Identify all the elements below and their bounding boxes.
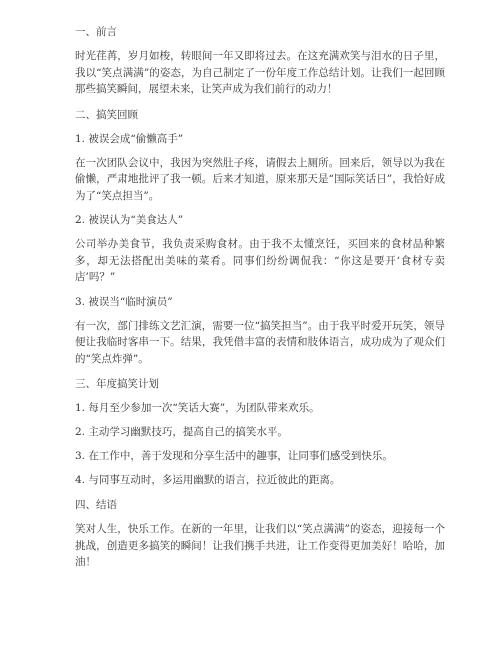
- review-item-2-title: 2. 被误认为“美食达人”: [75, 214, 184, 226]
- intro-heading: 一、前言: [75, 26, 117, 38]
- review-item-1-title: 1. 被误会成“偷懒高手”: [75, 132, 184, 145]
- plan-item-1: 1. 每月至少参加一次“笑话大赛”，为团队带来欢乐。: [75, 402, 320, 414]
- document-page: [75, 24, 445, 571]
- plan-item-4: 4. 与同事互动时，多运用幽默的语言，拉近彼此的距离。: [75, 474, 341, 486]
- conclusion-heading: 四、结语: [75, 499, 117, 511]
- review-item-3-title: 3. 被误当“临时演员”: [75, 295, 173, 308]
- intro-paragraph: 时光荏苒，岁月如梭，转眼间一年又即将过去。在这充满欢笑与泪水的日子里，我以“笑点满满”的姿态，为自己制定了一份年度工作总结计划。让我们一起回顾那些搞笑瞬间，展望未来，让笑声成为我们前行的动力！: [75, 50, 445, 95]
- conclusion-paragraph: 笑对人生，快乐工作。在新的一年里，让我们以“笑点满满”的姿态，迎接每一个挑战，创造更多搞笑的瞬间！让我们携手共进，让工作变得更加美好！哈哈，加油！: [75, 523, 445, 568]
- plan-item-2: 2. 主动学习幽默技巧，提高自己的搞笑水平。: [75, 426, 288, 438]
- review-heading: 二、搞笑回顾: [75, 108, 138, 121]
- review-item-2-text: 公司举办美食节，我负责采购食材。由于我不太懂烹饪，买回来的食材品种繁多，却无法搭配出美味的菜肴。同事们纷纷调侃我：“你这是要开‘食材专卖店’吗？”: [75, 238, 445, 283]
- plan-heading: 三、年度搞笑计划: [75, 378, 159, 390]
- review-item-1-text: 在一次团队会议中，我因为突然肚子疼，请假去上厕所。回来后，领导以为我在偷懒，严肃地批评了我一顿。后来才知道，原来那天是“国际笑话日”，我恰好成为了“笑点担当”。: [75, 156, 445, 202]
- plan-item-3: 3. 在工作中，善于发现和分享生活中的趣事，让同事们感受到快乐。: [75, 450, 393, 462]
- review-item-3-text: 有一次，部门排练文艺汇演，需要一位“搞笑担当”。由于我平时爱开玩笑，领导便让我临时客串一下。结果，我凭借丰富的表情和肢体语言，成功成为了观众们的“笑点炸弹”。: [75, 319, 445, 365]
